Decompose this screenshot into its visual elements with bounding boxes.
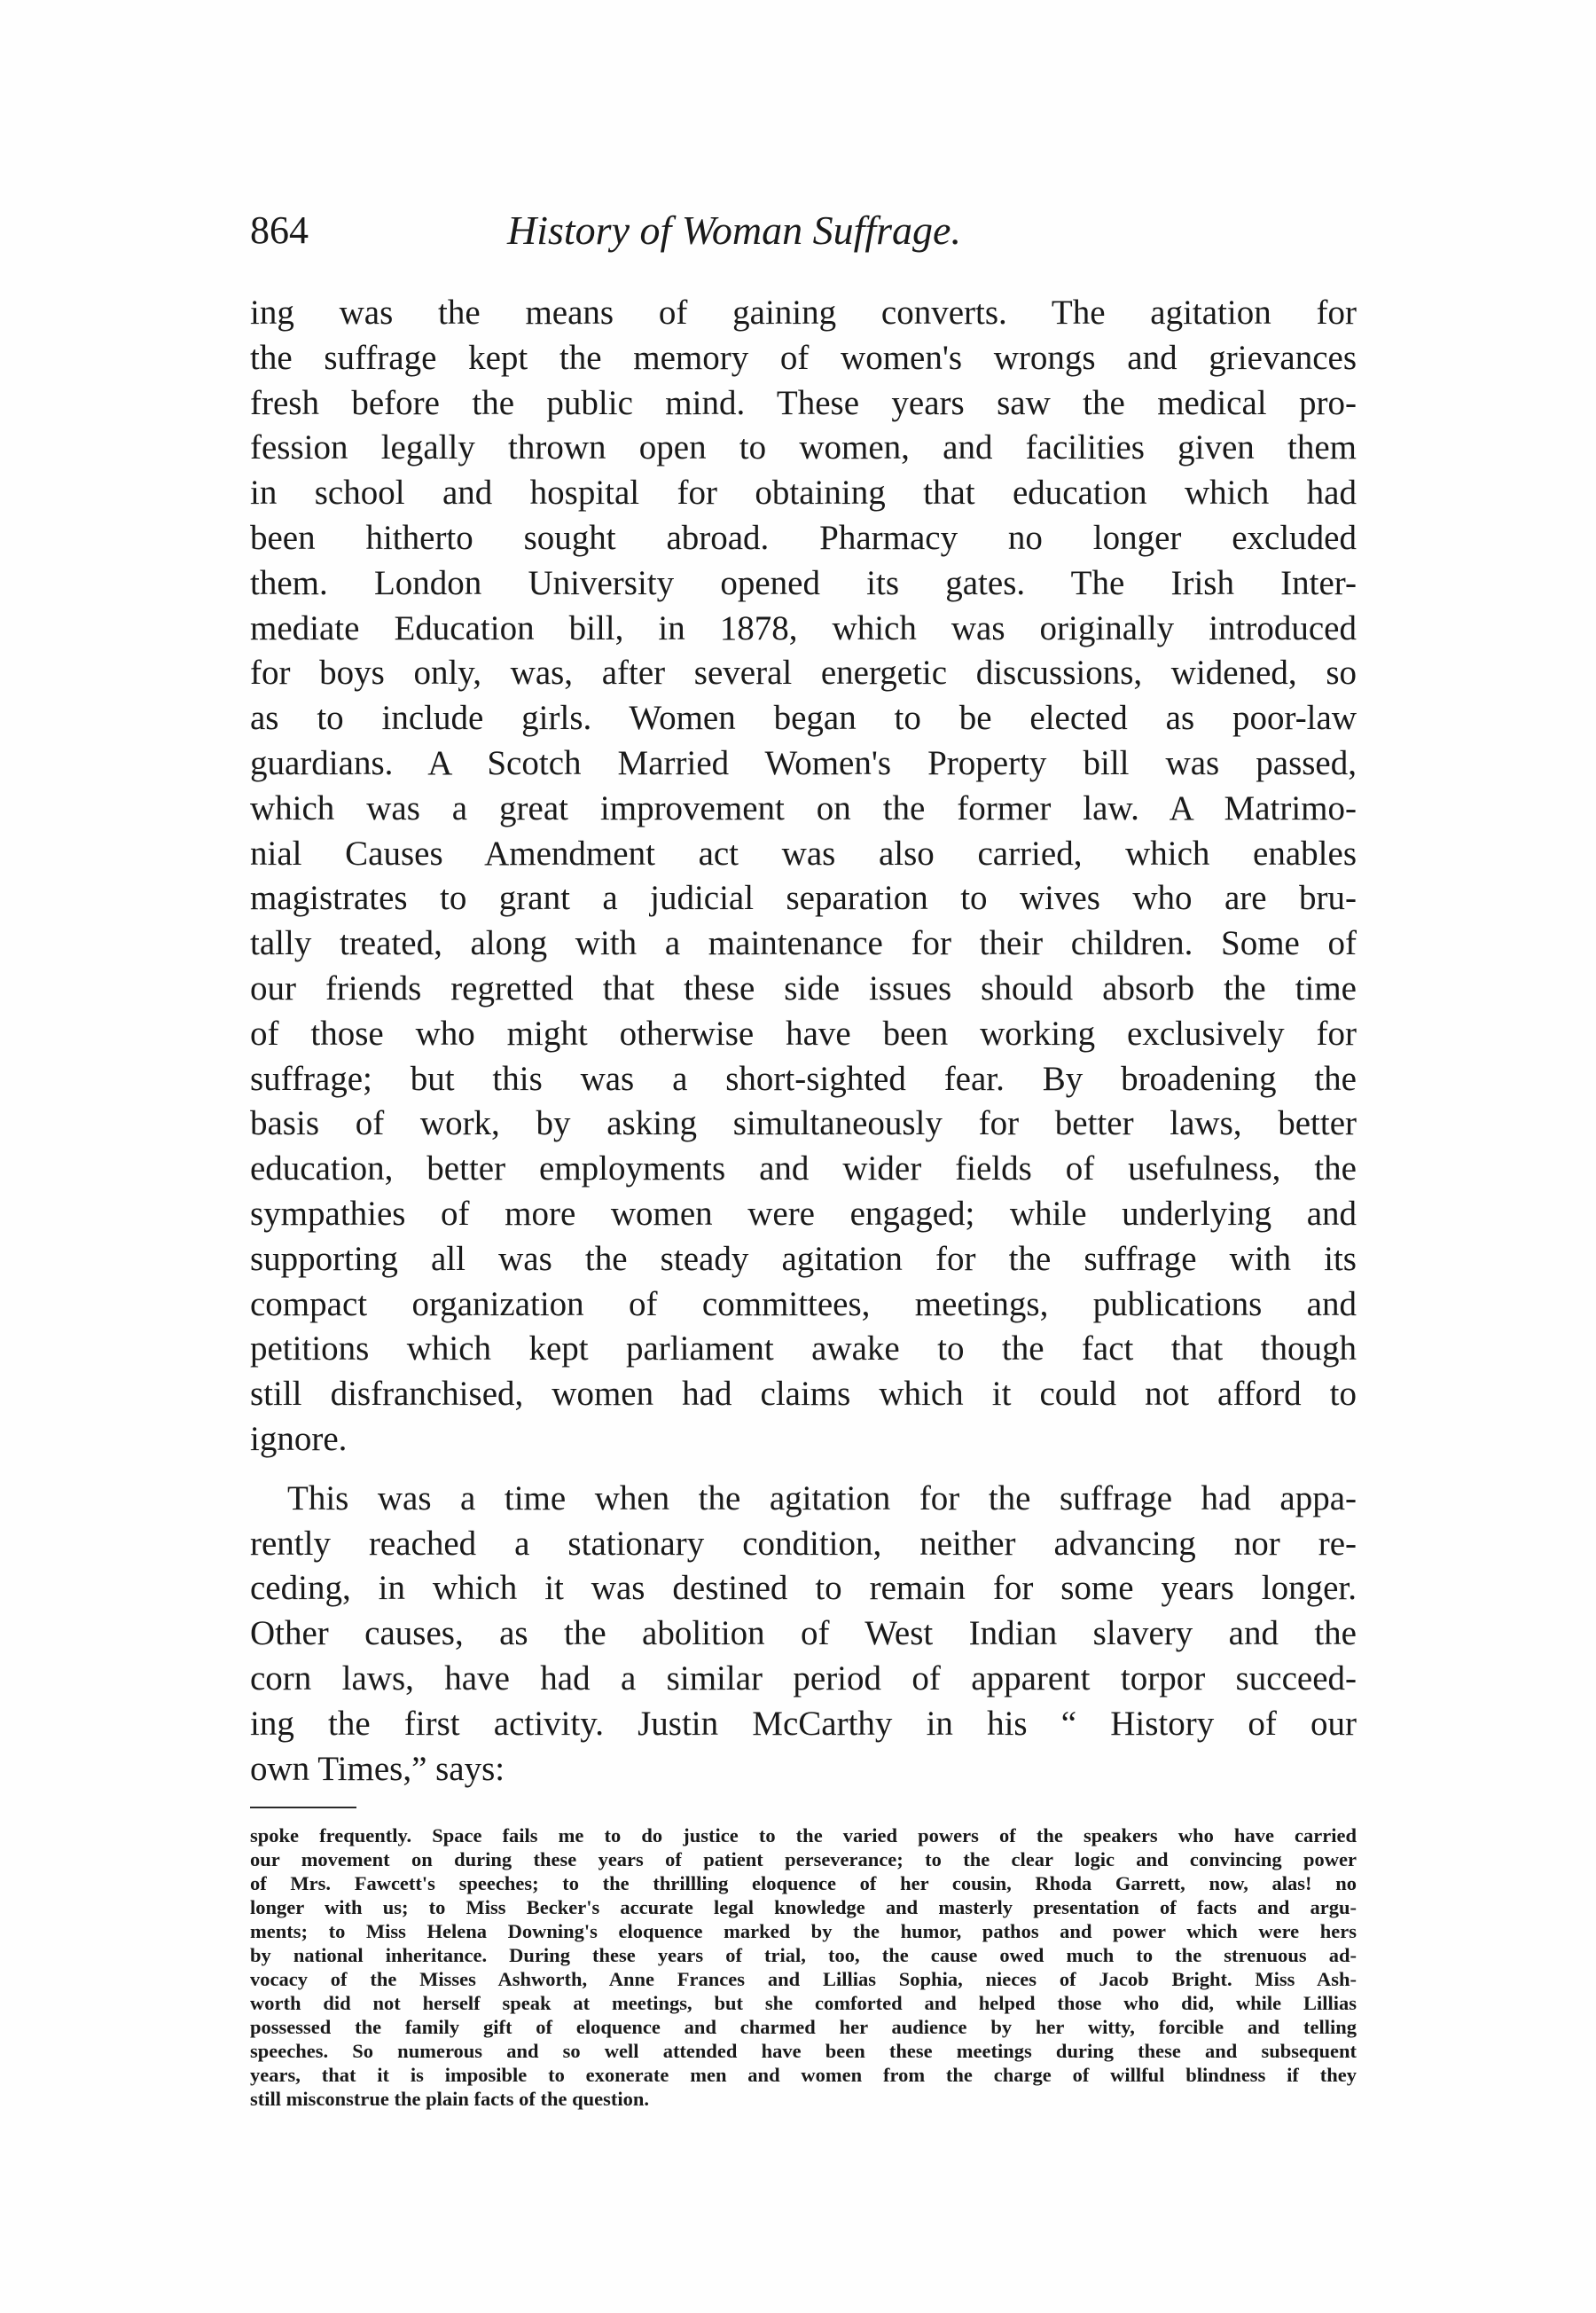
text-line: in school and hospital for obtaining that education which had bbox=[250, 474, 1357, 513]
text-line: still disfranchised, women had claims which it could not afford to bbox=[250, 1375, 1357, 1414]
text-line: as to include girls. Women began to be elected as poor-law bbox=[250, 699, 1357, 738]
footnote-line: years, that it is imposible to exonerate men and women from the charge of willful blindness if they bbox=[250, 2064, 1357, 2086]
text-line: basis of work, by asking simultaneously for better laws, better bbox=[250, 1104, 1357, 1143]
text-line: mediate Education bill, in 1878, which was originally introduced bbox=[250, 608, 1357, 647]
text-line: ing the first activity. Justin McCarthy in his “ History of our bbox=[250, 1704, 1357, 1743]
footnote-line: our movement on during these years of patient perseverance; to the clear logic and convincing power bbox=[250, 1848, 1357, 1870]
text-line: nial Causes Amendment act was also carried, which enables bbox=[250, 834, 1357, 873]
body-text bbox=[250, 291, 1357, 1792]
text-line: own Times,” says: bbox=[250, 1749, 505, 1788]
paragraph-1 bbox=[250, 291, 1357, 1462]
text-line: supporting all was the steady agitation for the suffrage with its bbox=[250, 1239, 1357, 1278]
footnote bbox=[250, 1823, 1357, 2111]
text-line: magistrates to grant a judicial separation to wives who are bru- bbox=[250, 879, 1357, 918]
running-title: History of Woman Suffrage. bbox=[507, 208, 961, 253]
text-line: ing was the means of gaining converts. The agitation for bbox=[250, 294, 1357, 332]
text-line: compact organization of committees, meetings, publications and bbox=[250, 1284, 1357, 1323]
footnote-line: worth did not herself speak at meetings, but she comforted and helped those who did, while Lillias bbox=[250, 1992, 1357, 2014]
text-line: of those who might otherwise have been working exclusively for bbox=[250, 1014, 1357, 1053]
footnote-line: vocacy of the Misses Ashworth, Anne Frances and Lillias Sophia, nieces of Jacob Bright. Miss Ash- bbox=[250, 1968, 1357, 1990]
footnote-rule bbox=[250, 1807, 356, 1808]
text-line: This was a time when the agitation for the suffrage had appa- bbox=[287, 1478, 1357, 1517]
footnote-line: longer with us; to Miss Becker's accurate legal knowledge and masterly presentation of facts and argu- bbox=[250, 1896, 1357, 1918]
text-line: ceding, in which it was destined to remain for some years longer. bbox=[250, 1569, 1357, 1608]
text-line: ignore. bbox=[250, 1419, 348, 1458]
text-line: rently reached a stationary condition, neither advancing nor re- bbox=[250, 1524, 1357, 1563]
paragraph-gap bbox=[250, 1462, 1357, 1477]
text-line: suffrage; but this was a short-sighted fear. By broadening the bbox=[250, 1059, 1357, 1098]
text-line: petitions which kept parliament awake to the fact that though bbox=[250, 1329, 1357, 1368]
footnote-line: by national inheritance. During these years of trial, too, the cause owed much to the strenuous ad- bbox=[250, 1944, 1357, 1966]
text-line: fresh before the public mind. These years saw the medical pro- bbox=[250, 383, 1357, 422]
paragraph-2 bbox=[250, 1477, 1357, 1792]
text-line: education, better employments and wider fields of usefulness, the bbox=[250, 1149, 1357, 1188]
text-line: our friends regretted that these side issues should absorb the time bbox=[250, 968, 1357, 1008]
page-header bbox=[250, 202, 1357, 259]
footnote-line: of Mrs. Fawcett's speeches; to the thrillling eloquence of her cousin, Rhoda Garrett, now, alas! no bbox=[250, 1872, 1357, 1894]
text-line: Other causes, as the abolition of West Indian slavery and the bbox=[250, 1614, 1357, 1653]
footnote-line: still misconstrue the plain facts of the question. bbox=[250, 2088, 649, 2110]
footnote-line: speeches. So numerous and so well attended have been these meetings during these and subsequent bbox=[250, 2040, 1357, 2062]
text-line: tally treated, along with a maintenance for their children. Some of bbox=[250, 924, 1357, 963]
footnote-line: spoke frequently. Space fails me to do justice to the varied powers of the speakers who have carried bbox=[250, 1824, 1357, 1846]
text-line: the suffrage kept the memory of women's wrongs and grievances bbox=[250, 338, 1357, 377]
text-line: for boys only, was, after several energetic discussions, widened, so bbox=[250, 654, 1357, 693]
text-line: which was a great improvement on the former law. A Matrimo- bbox=[250, 788, 1357, 827]
text-line: fession legally thrown open to women, and facilities given them bbox=[250, 428, 1357, 467]
text-line: sympathies of more women were engaged; while underlying and bbox=[250, 1194, 1357, 1233]
page-number: 864 bbox=[250, 208, 309, 252]
footnote-line: ments; to Miss Helena Downing's eloquence marked by the humor, pathos and power which were hers bbox=[250, 1920, 1357, 1942]
text-line: been hitherto sought abroad. Pharmacy no longer excluded bbox=[250, 518, 1357, 557]
text-line: corn laws, have had a similar period of apparent torpor succeed- bbox=[250, 1658, 1357, 1698]
footnote-line: possessed the family gift of eloquence and charmed her audience by her witty, forcible and telling bbox=[250, 2016, 1357, 2038]
text-line: guardians. A Scotch Married Women's Property bill was passed, bbox=[250, 743, 1357, 782]
text-line: them. London University opened its gates. The Irish Inter- bbox=[250, 563, 1357, 602]
